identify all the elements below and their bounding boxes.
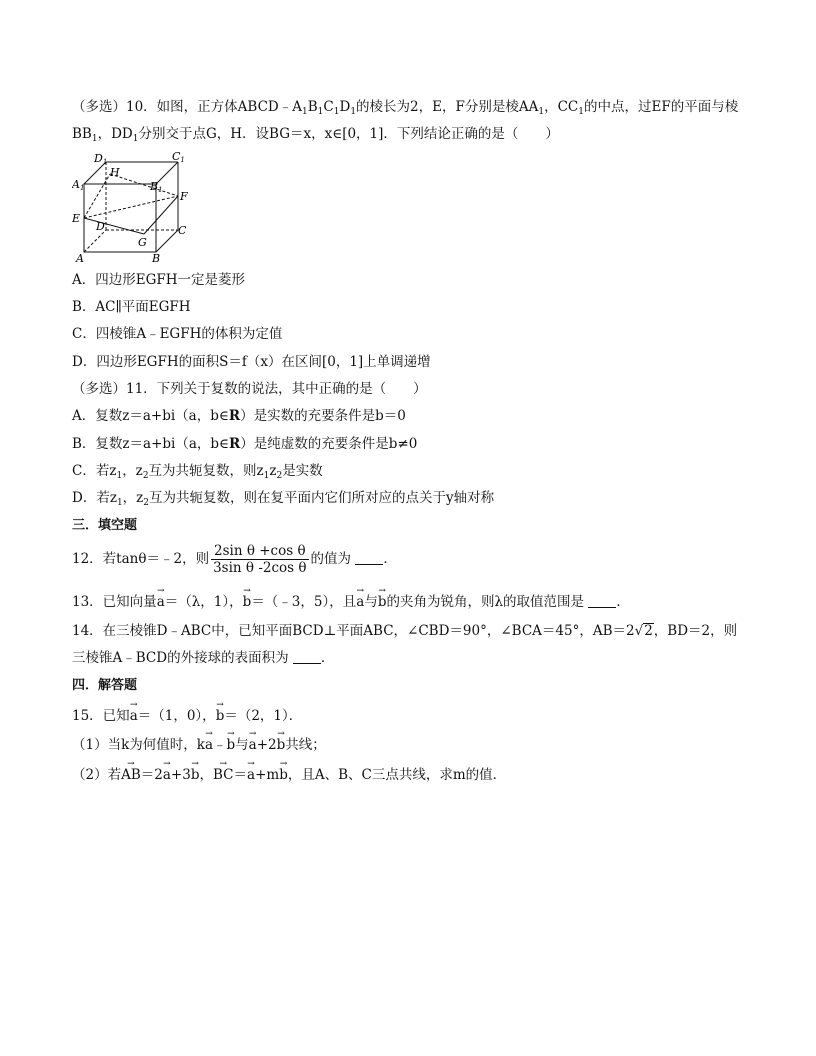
q12: 12．若tanθ＝﹣2，则 $\frac{\text{2sin θ +cos θ}}{\text{3sin θ -2cos θ}}$ 的值为 ．	[72, 543, 397, 576]
q11-option-a: A．复数z＝a+bi（a，b∈R）是实数的充要条件是b＝0	[72, 408, 406, 424]
q15-part2: （2）若→ AB＝2→ a+3→ b，→ BC＝→ a+m→ b，且A、B、C三点共线，求m的值．	[72, 766, 506, 784]
q12-fraction: $\frac{\text{2sin θ +cos θ}}{\text{3sin θ -2cos θ}}$	[213, 543, 307, 576]
label-D1: D1	[94, 152, 108, 166]
q10-option-c: C．四棱锥A﹣EGFH的体积为定值	[72, 326, 283, 342]
q10-option-d: D．四边形EGFH的面积S＝f（x）在区间[0，1]上单调递增	[72, 354, 431, 370]
q11-option-c: C．若$z_1$，$z_2$互为共轭复数，则$z_1z_2$是实数	[72, 463, 323, 481]
q10-option-a: A．四边形EGFH一定是菱形	[72, 272, 246, 288]
q14-answer-blank[interactable]	[293, 651, 321, 664]
label-F: F	[180, 190, 188, 203]
q11-option-d: D．若$z_1$，$z_2$互为共轭复数，则在复平面内它们所对应的点关于y轴对称	[72, 490, 495, 508]
q12-answer-blank[interactable]	[355, 552, 383, 565]
label-E: E	[72, 212, 81, 225]
q10-stem-line1: （多选）10．如图，正方体$ABCD﹣A_1B_1C_1D_1$的棱长为2，E，F分别是棱$AA_1$，$CC_1$的中点，过EF的平面与棱	[72, 99, 739, 117]
q13: 13．已知向量→ a＝（λ，1），→ b＝（﹣3，5），且→ a与→ b的夹角为锐角，则λ的取值范围是 ．	[72, 593, 630, 611]
q14-line2: 三棱锥A﹣BCD的外接球的表面积为 ．	[72, 650, 335, 666]
cube-figure	[72, 152, 192, 264]
q10-option-b: B．AC∥平面EGFH	[72, 299, 191, 315]
q11-stem: （多选）11．下列关于复数的说法，其中正确的是（ ）	[72, 381, 427, 397]
label-B: B	[152, 252, 161, 264]
label-B1: B1	[150, 180, 163, 194]
q15-stem: 15．已知→ a＝（1，0），→ b＝（2，1）．	[72, 707, 302, 725]
label-H: H	[110, 166, 120, 179]
section-fill-in-heading: 三．填空题	[72, 518, 138, 533]
label-A1: A1	[72, 178, 85, 192]
label-C1: C1	[172, 152, 185, 164]
q14-line1: 14．在三棱锥D﹣ABC中，已知平面BCD⊥平面ABC，∠CBD＝90°，∠BCA＝45°，AB＝2√2，BD＝2，则	[72, 623, 738, 639]
label-C: C	[178, 224, 187, 237]
label-D: D	[96, 220, 105, 233]
q11-option-b: B．复数z＝a+bi（a，b∈R）是纯虚数的充要条件是b≠0	[72, 436, 418, 452]
section-solve-heading: 四．解答题	[72, 678, 138, 693]
q13-answer-blank[interactable]	[588, 595, 616, 608]
label-G: G	[138, 236, 147, 249]
label-A: A	[76, 252, 84, 264]
q10-stem-line2: $BB_1$，$DD_1$分别交于点G，H．设BG＝x，x∈[0，1]．下列结论正确的是（ ）	[72, 126, 559, 144]
q15-part1: （1）当k为何值时，k→ a﹣→ b与→ a+2→ b共线；	[72, 736, 326, 754]
